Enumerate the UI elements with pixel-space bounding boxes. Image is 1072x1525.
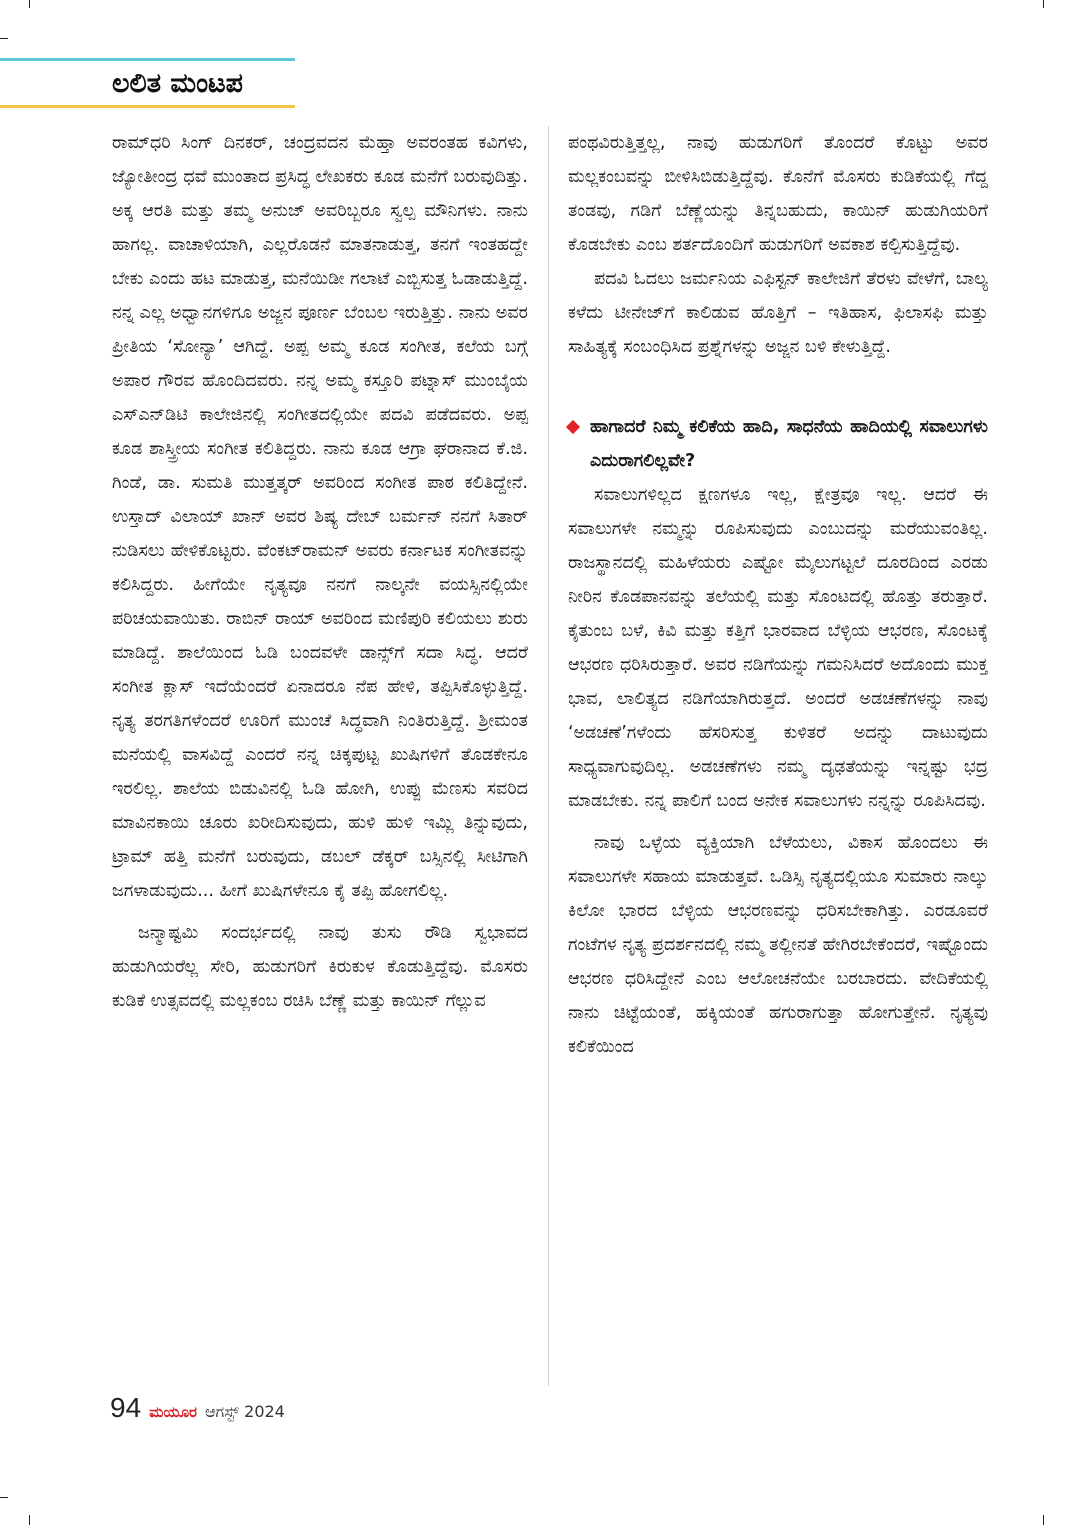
crop-mark [29,1515,30,1525]
question-text: ಹಾಗಾದರೆ ನಿಮ್ಮ ಕಲಿಕೆಯ ಹಾದಿ, ಸಾಧನೆಯ ಹಾದಿಯಲ್ಲಿ ಸವಾಲುಗಳು ಎದುರಾಗಲಿಲ್ಲವೇ? [590,417,988,471]
header-rule-bottom [0,105,295,108]
section-title: ಲಲಿತ ಮಂಟಪ [112,68,243,99]
page-footer [110,1392,285,1432]
paragraph: ರಾಮ್‌ಧರಿ ಸಿಂಗ್ ದಿನಕರ್, ಚಂದ್ರವದನ ಮೆಹ್ತಾ ಅವರಂತಹ ಕವಿಗಳು, ಜ್ಯೋತೀಂದ್ರ ಧವೆ ಮುಂತಾದ ಪ್ರಸಿದ್ಧ ಲೇಖಕರು ಕೂಡ ಮನೆಗೆ ಬರುವುದಿತ್ತು. ಅಕ್ಕ ಆರತಿ ಮತ್ತು ತಮ್ಮ ಅನುಜ್ ಅವರಿಬ್ಬರೂ ಸ್ವಲ್ಪ ಮೌನಿಗಳು. ನಾನು ಹಾಗಲ್ಲ. ವಾಚಾಳಿಯಾಗಿ, ಎಲ್ಲರೊಡನೆ ಮಾತನಾಡುತ್ತ, ತನಗೆ ಇಂತಹದ್ದೇ ಬೇಕು ಎಂದು ಹಟ ಮಾಡುತ್ತ, ಮನೆಯಿಡೀ ಗಲಾಟೆ ಎಬ್ಬಿಸುತ್ತ ಓಡಾಡುತ್ತಿದ್ದೆ. ನನ್ನ ಎಲ್ಲ ಅಧ್ವಾನಗಳಿಗೂ ಅಜ್ಜನ ಪೂರ್ಣ ಬೆಂಬಲ ಇರುತ್ತಿತ್ತು. ನಾನು ಅವರ ಪ್ರೀತಿಯ ‘ಸೋನ್ಯಾ’ ಆಗಿದ್ದೆ. ಅಪ್ಪ ಅಮ್ಮ ಕೂಡ ಸಂಗೀತ, ಕಲೆಯ ಬಗ್ಗೆ ಅಪಾರ ಗೌರವ ಹೊಂದಿದವರು. ನನ್ನ ಅಮ್ಮ ಕಸ್ತೂರಿ ಪಟ್ನಾಸ್ ಮುಂಬೈಯ ಎಸ್‌ಎನ್‌ಡಿಟಿ ಕಾಲೇಜಿನಲ್ಲಿ ಸಂಗೀತದಲ್ಲಿಯೇ ಪದವಿ ಪಡೆದವರು. ಅಪ್ಪ ಕೂಡ ಶಾಸ್ತ್ರೀಯ ಸಂಗೀತ ಕಲಿತಿದ್ದರು. ನಾನು ಕೂಡ ಆಗ್ರಾ ಘರಾನಾದ ಕೆ.ಜಿ. ಗಿಂಡೆ, ಡಾ. ಸುಮತಿ ಮುತ್ತತ್ಕರ್ ಅವರಿಂದ ಸಂಗೀತ ಪಾಠ ಕಲಿತಿದ್ದೇನೆ. ಉಸ್ತಾದ್ ವಿಲಾಯ್ ಖಾನ್ ಅವರ ಶಿಷ್ಯ ದೇಬ್ ಬರ್ಮನ್ ನನಗೆ ಸಿತಾರ್ ನುಡಿಸಲು ಹೇಳಿಕೊಟ್ಟರು. ವೆಂಕಟ್‌ರಾಮನ್ ಅವರು ಕರ್ನಾಟಕ ಸಂಗೀತವನ್ನು ಕಲಿಸಿದ್ದರು. ಹೀಗೆಯೇ ನೃತ್ಯವೂ ನನಗೆ ನಾಲ್ಕನೇ ವಯಸ್ಸಿನಲ್ಲಿಯೇ ಪರಿಚಯವಾಯಿತು. ರಾಬಿನ್ ರಾಯ್ ಅವರಿಂದ ಮಣಿಪುರಿ ಕಲಿಯಲು ಶುರು ಮಾಡಿದ್ದೆ. ಶಾಲೆಯಿಂದ ಓಡಿ ಬಂದವಳೇ ಡಾನ್ಸ್‌ಗೆ ಸದಾ ಸಿದ್ಧ. ಆದರೆ ಸಂಗೀತ ಕ್ಲಾಸ್ ಇದೆಯೆಂದರೆ ಏನಾದರೂ ನೆಪ ಹೇಳಿ, ತಪ್ಪಿಸಿಕೊಳ್ಳುತ್ತಿದ್ದೆ. ನೃತ್ಯ ತರಗತಿಗಳೆಂದರೆ ಊರಿಗೆ ಮುಂಚೆ ಸಿದ್ಧವಾಗಿ ನಿಂತಿರುತ್ತಿದ್ದೆ. ಶ್ರೀಮಂತ ಮನೆಯಲ್ಲಿ ವಾಸವಿದ್ದೆ ಎಂದರೆ ನನ್ನ ಚಿಕ್ಕಪುಟ್ಟ ಖುಷಿಗಳಿಗೆ ತೊಡಕೇನೂ ಇರಲಿಲ್ಲ. ಶಾಲೆಯ ಬಿಡುವಿನಲ್ಲಿ ಓಡಿ ಹೋಗಿ, ಉಪ್ಪು ಮೆಣಸು ಸವರಿದ ಮಾವಿನಕಾಯಿ ಚೂರು ಖರೀದಿಸುವುದು, ಹುಳಿ ಹುಳಿ ಇಮ್ಲಿ ತಿನ್ನುವುದು, ಟ್ರಾಮ್ ಹತ್ತಿ ಮನೆಗೆ ಬರುವುದು, ಡಬಲ್ ಡೆಕ್ಕರ್ ಬಸ್ಸಿನಲ್ಲಿ ಸೀಟಿಗಾಗಿ ಜಗಳಾಡುವುದು... ಹೀಗೆ ಖುಷಿಗಳೇನೂ ಕೈ ತಪ್ಪಿ ಹೋಗಲಿಲ್ಲ. [112,133,528,901]
paragraph: ಪದವಿ ಓದಲು ಜರ್ಮನಿಯ ಎಫಿಸ್ಟನ್ ಕಾಲೇಜಿಗೆ ತೆರಳು ವೇಳೆಗೆ, ಬಾಲ್ಯ ಕಳೆದು ಟೀನೇಜ್‌ಗೆ ಕಾಲಿಡುವ ಹೊತ್ತಿಗೆ – ಇತಿಹಾಸ, ಫಿಲಾಸಫಿ ಮತ್ತು ಸಾಹಿತ್ಯಕ್ಕೆ ಸಂಬಂಧಿಸಿದ ಪ್ರಶ್ನೆಗಳನ್ನು ಅಜ್ಜನ ಬಳಿ ಕೇಳುತ್ತಿದ್ದೆ. [568,269,988,357]
crop-mark [29,0,30,8]
issue-date: ಆಗಸ್ಟ್ 2024 [205,1402,285,1421]
paragraph: ಸವಾಲುಗಳಿಲ್ಲದ ಕ್ಷಣಗಳೂ ಇಲ್ಲ, ಕ್ಷೇತ್ರವೂ ಇಲ್ಲ. ಆದರೆ ಈ ಸವಾಲುಗಳೇ ನಮ್ಮನ್ನು ರೂಪಿಸುವುದು ಎಂಬುದನ್ನು ಮರೆಯುವಂತಿಲ್ಲ. ರಾಜಸ್ಥಾನದಲ್ಲಿ ಮಹಿಳೆಯರು ಎಷ್ಟೋ ಮೈಲುಗಟ್ಟಲೆ ದೂರದಿಂದ ಎರಡು ನೀರಿನ ಕೊಡಪಾನವನ್ನು ತಲೆಯಲ್ಲಿ ಮತ್ತು ಸೊಂಟದಲ್ಲಿ ಹೊತ್ತು ತರುತ್ತಾರೆ. ಕೈತುಂಬ ಬಳೆ, ಕಿವಿ ಮತ್ತು ಕತ್ತಿಗೆ ಭಾರವಾದ ಬೆಳ್ಳಿಯ ಆಭರಣ, ಸೊಂಟಕ್ಕೆ ಆಭರಣ ಧರಿಸಿರುತ್ತಾರೆ. ಅವರ ನಡಿಗೆಯನ್ನು ಗಮನಿಸಿದರೆ ಅದೊಂದು ಮುಕ್ತ ಭಾವ, ಲಾಲಿತ್ಯದ ನಡಿಗೆಯಾಗಿರುತ್ತದೆ. ಅಂದರೆ ಅಡಚಣೆಗಳನ್ನು ನಾವು ‘ಅಡಚಣೆ’ಗಳೆಂದು ಹೆಸರಿಸುತ್ತ ಕುಳಿತರೆ ಅದನ್ನು ದಾಟುವುದು ಸಾಧ್ಯವಾಗುವುದಿಲ್ಲ. ಅಡಚಣೆಗಳು ನಮ್ಮ ದೃಢತೆಯನ್ನು ಇನ್ನಷ್ಟು ಭದ್ರ ಮಾಡಬೇಕು. ನನ್ನ ಪಾಲಿಗೆ ಬಂದ ಅನೇಕ ಸವಾಲುಗಳು ನನ್ನನ್ನು ರೂಪಿಸಿದವು. [568,485,988,811]
crop-mark [0,1497,8,1498]
interview-question [568,410,988,478]
right-column [568,126,988,1064]
crop-mark [1043,1515,1044,1525]
crop-mark [0,38,8,39]
crop-mark [1043,0,1044,8]
left-column [112,126,528,1018]
page-number: 94 [110,1392,142,1423]
column-divider [548,126,549,1386]
paragraph: ಜನ್ಮಾಷ್ಟಮಿ ಸಂದರ್ಭದಲ್ಲಿ ನಾವು ತುಸು ರೌಡಿ ಸ್ವಭಾವದ ಹುಡುಗಿಯರೆಲ್ಲ ಸೇರಿ, ಹುಡುಗರಿಗೆ ಕಿರುಕುಳ ಕೊಡುತ್ತಿದ್ದೆವು. ಮೊಸರು ಕುಡಿಕೆ ಉತ್ಸವದಲ್ಲಿ ಮಲ್ಲಕಂಬ ರಚಿಸಿ ಬೆಣ್ಣೆ ಮತ್ತು ಕಾಯಿನ್ ಗೆಲ್ಲುವ [112,923,528,1011]
diamond-bullet-icon [566,420,580,434]
paragraph: ಪಂಥವಿರುತ್ತಿತ್ತಲ್ಲ, ನಾವು ಹುಡುಗರಿಗೆ ತೊಂದರೆ ಕೊಟ್ಟು ಅವರ ಮಲ್ಲಕಂಬವನ್ನು ಬೀಳಿಸಿಬಿಡುತ್ತಿದ್ದೆವು. ಕೊನೆಗೆ ಮೊಸರು ಕುಡಿಕೆಯಲ್ಲಿ ಗೆದ್ದ ತಂಡವು, ಗಡಿಗೆ ಬೆಣ್ಣೆಯನ್ನು ತಿನ್ನಬಹುದು, ಕಾಯಿನ್ ಹುಡುಗಿಯರಿಗೆ ಕೊಡಬೇಕು ಎಂಬ ಶರ್ತದೊಂದಿಗೆ ಹುಡುಗರಿಗೆ ಅವಕಾಶ ಕಲ್ಪಿಸುತ್ತಿದ್ದೆವು. [568,133,988,255]
section-header [0,58,300,108]
paragraph: ನಾವು ಒಳ್ಳೆಯ ವ್ಯಕ್ತಿಯಾಗಿ ಬೆಳೆಯಲು, ವಿಕಾಸ ಹೊಂದಲು ಈ ಸವಾಲುಗಳೇ ಸಹಾಯ ಮಾಡುತ್ತವೆ. ಒಡಿಸ್ಸಿ ನೃತ್ಯದಲ್ಲಿಯೂ ಸುಮಾರು ನಾಲ್ಕು ಕಿಲೋ ಭಾರದ ಬೆಳ್ಳಿಯ ಆಭರಣವನ್ನು ಧರಿಸಬೇಕಾಗಿತ್ತು. ಎರಡೂವರೆ ಗಂಟೆಗಳ ನೃತ್ಯ ಪ್ರದರ್ಶನದಲ್ಲಿ ನಮ್ಮ ತಲ್ಲೀನತೆ ಹೇಗಿರಬೇಕೆಂದರೆ, ಇಷ್ಟೊಂದು ಆಭರಣ ಧರಿಸಿದ್ದೇನೆ ಎಂಬ ಆಲೋಚನೆಯೇ ಬರಬಾರದು. ವೇದಿಕೆಯಲ್ಲಿ ನಾನು ಚಿಟ್ಟೆಯಂತೆ, ಹಕ್ಕಿಯಂತೆ ಹಗುರಾಗುತ್ತಾ ಹೋಗುತ್ತೇನೆ. ನೃತ್ಯವು ಕಲಿಕೆಯಿಂದ [568,833,988,1057]
magazine-logo: ಮಯೂರ [149,1403,197,1421]
